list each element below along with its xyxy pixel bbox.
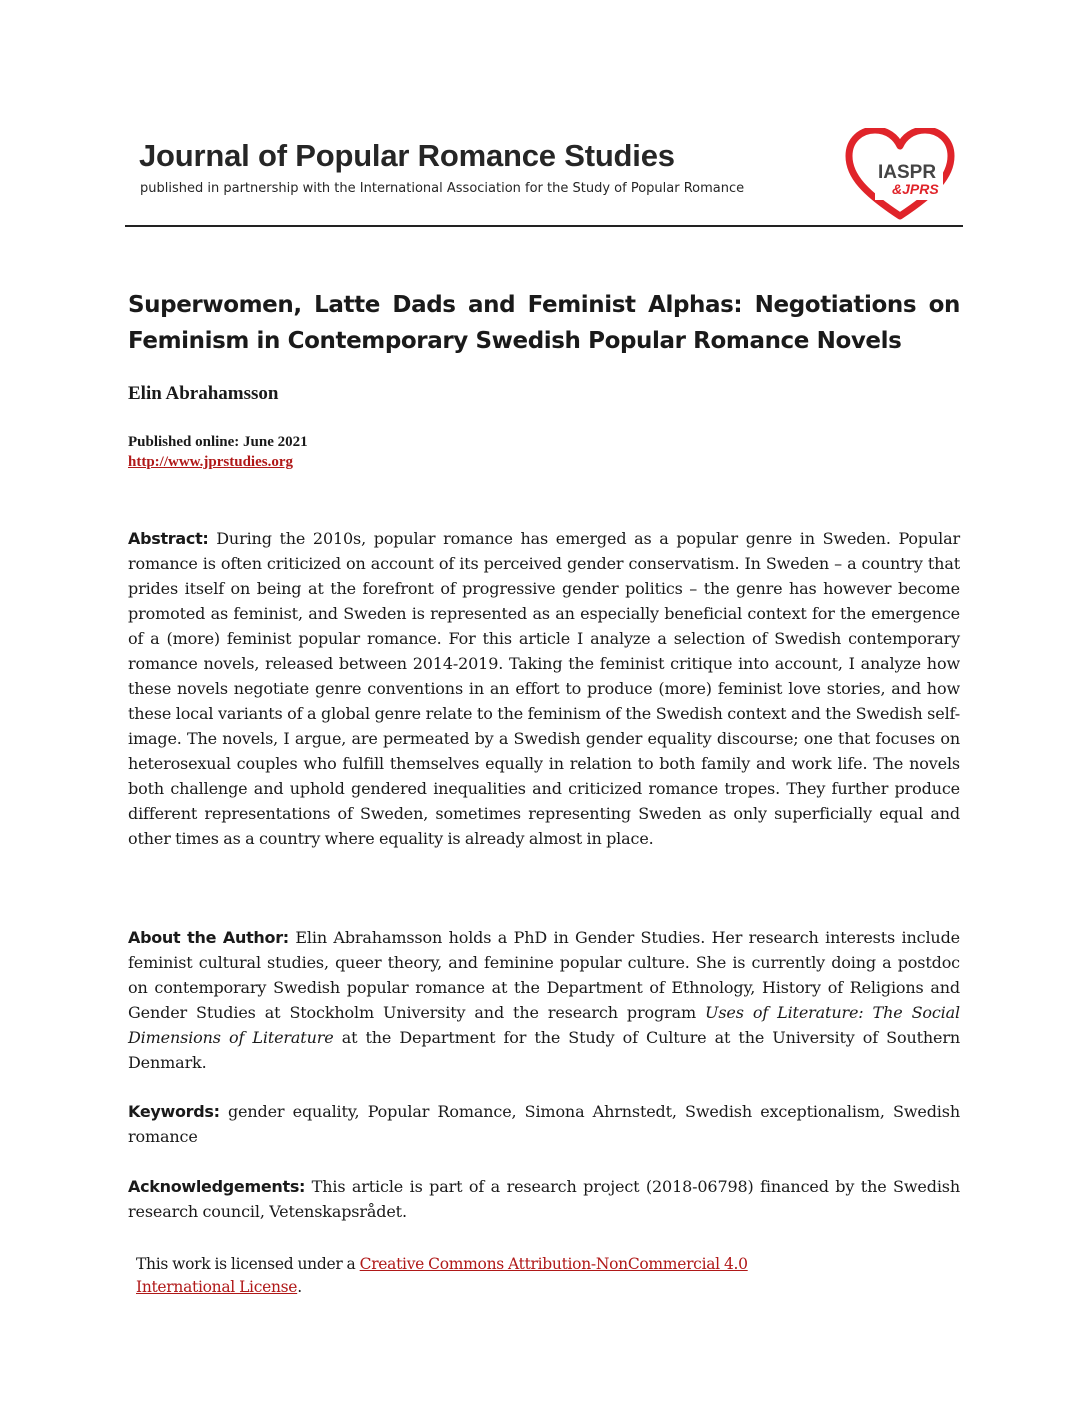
heart-logo-icon — [845, 128, 955, 223]
keywords-section — [128, 1099, 960, 1149]
license-notice — [136, 1253, 836, 1299]
journal-title: Journal of Popular Romance Studies — [139, 138, 675, 173]
about-author-section — [128, 925, 960, 1075]
publication-info — [128, 432, 308, 472]
license-prefix: This work is licensed under a — [136, 1255, 356, 1273]
about-author-text: Elin Abrahamsson holds a PhD in Gender Studies. Her research interests include feminist cultural studies, queer theory, and feminine popular culture. She is currently doing a postdoc on contemporary Swedish popular romance at the Department of Ethnology, History of Religions and Gender Studies at Stockholm University and the research program — [128, 928, 960, 1022]
abstract-text: During the 2010s, popular romance has emerged as a popular genre in Sweden. Popular romance is often criticized on account of its perceived gender conservatism. In Sweden – a country that prides itself on being at the forefront of progressive gender politics – the genre has however become promoted as feminist, and Sweden is represented as an especially beneficial context for the emergence of a (more) feminist popular romance. For this article I analyze a selection of Swedish contemporary romance novels, released between 2014-2019. Taking the feminist critique into account, I analyze how these novels negotiate genre conventions in an effort to produce (more) feminist love stories, and how these local variants of a global genre relate to the feminism of the Swedish context and the Swedish self-image. The novels, I argue, are permeated by a Swedish gender equality discourse; one that focuses on heterosexual couples who fulfill themselves equally in relation to both family and work life. The novels both challenge and uphold gendered inequalities and criticized romance tropes. They further produce different representations of Sweden, sometimes representing Sweden as only superficially equal and other times as a country where equality is already almost in place. — [128, 529, 961, 848]
article-title: Superwomen, Latte Dads and Feminist Alphas: Negotiations on Feminism in Contemporary Swedish Popular Romance Novels — [128, 292, 960, 354]
acknowledgements-section — [128, 1174, 960, 1224]
journal-url-link[interactable]: http://www.jprstudies.org — [128, 454, 294, 470]
journal-subtitle: published in partnership with the International Association for the Study of Popular Romance — [140, 181, 745, 196]
journal-header — [125, 128, 963, 228]
abstract-label: Abstract: — [128, 529, 209, 548]
logo-line1: IASPR — [878, 162, 937, 183]
about-author-label: About the Author: — [128, 928, 289, 947]
about-author-text-end: at the Department for the Study of Culture at the University of Southern Denmark. — [128, 1028, 961, 1072]
acknowledgements-label: Acknowledgements: — [128, 1177, 306, 1196]
header-divider — [125, 225, 963, 227]
published-date: Published online: June 2021 — [128, 434, 308, 450]
about-author-program-title: Uses of Literature: The Social Dimensions of Literature — [128, 1003, 960, 1047]
license-suffix: . — [297, 1278, 302, 1296]
article-author: Elin Abrahamsson — [128, 383, 279, 404]
acknowledgements-text: This article is part of a research project (2018-06798) financed by the Swedish research council, Vetenskapsrådet. — [128, 1177, 961, 1221]
keywords-text: gender equality, Popular Romance, Simona Ahrnstedt, Swedish exceptionalism, Swedish romance — [128, 1102, 960, 1146]
logo-line2: &JPRS — [892, 181, 939, 197]
keywords-label: Keywords: — [128, 1102, 220, 1121]
abstract-section — [128, 526, 960, 851]
license-link[interactable]: Creative Commons Attribution-NonCommercial 4.0 International License — [136, 1255, 748, 1296]
